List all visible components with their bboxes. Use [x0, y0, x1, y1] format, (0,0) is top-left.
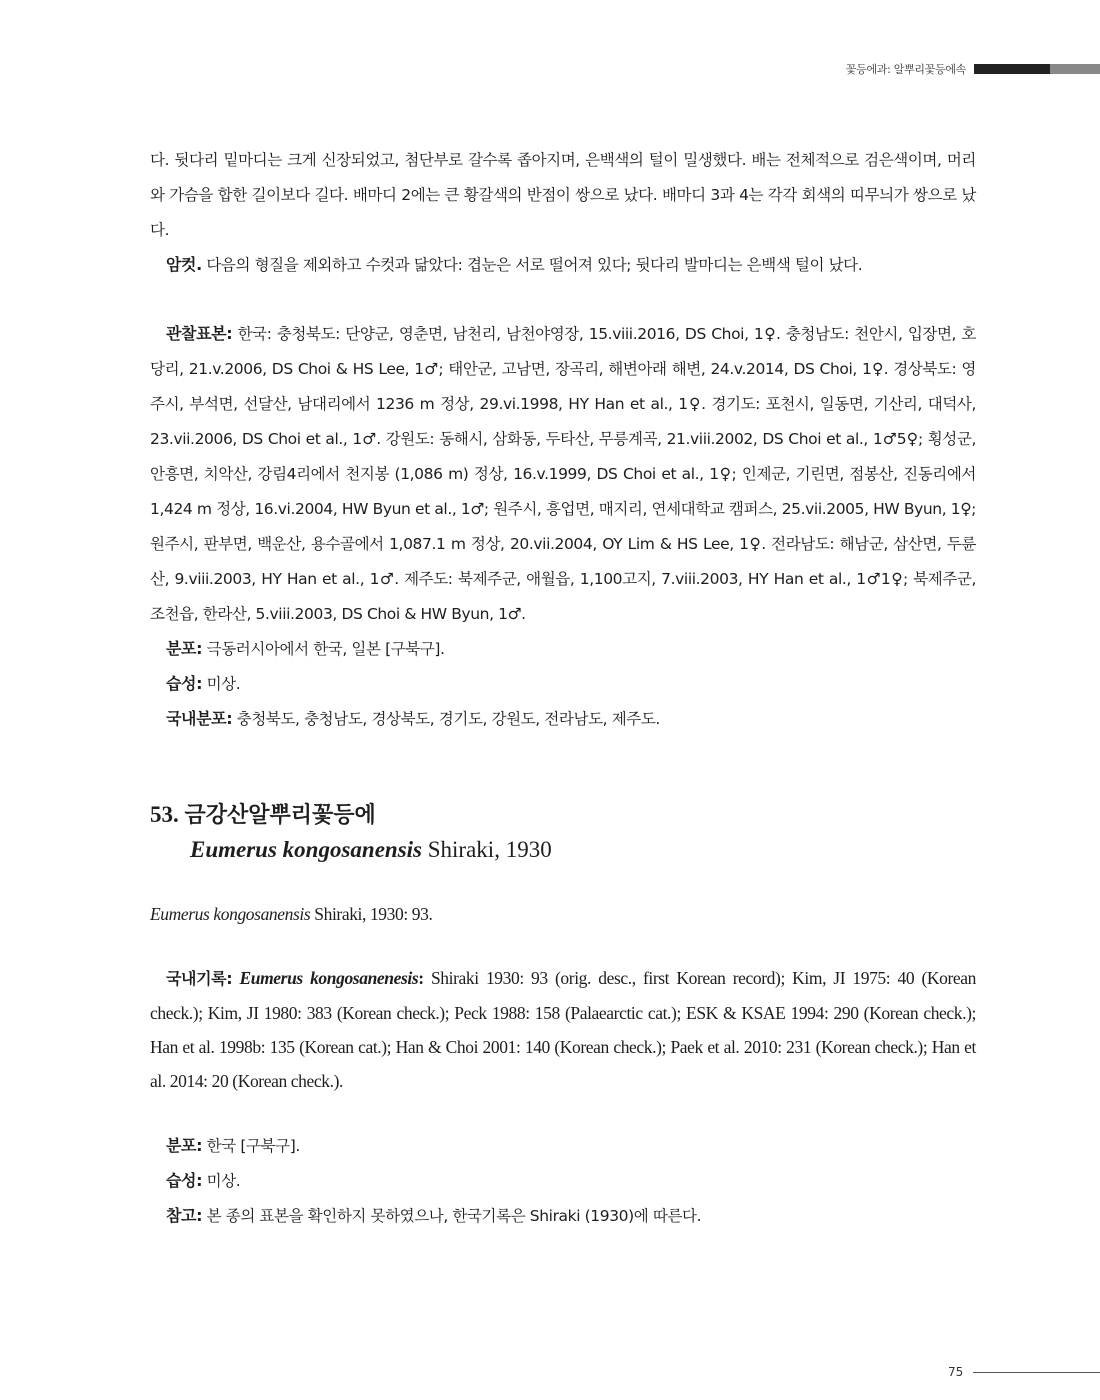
- species-habit-paragraph: [150, 1163, 976, 1198]
- specimens-paragraph: [150, 316, 976, 631]
- distribution-label: 분포:: [166, 639, 203, 658]
- domestic-distribution-paragraph: [150, 701, 976, 736]
- specimens-label: 관찰표본:: [166, 324, 233, 343]
- records-label: 국내기록:: [166, 969, 233, 988]
- species-korean-name: 금강산알뿌리꽃등에: [184, 803, 376, 828]
- description-text: 다. 뒷다리 밑마디는 크게 신장되었고, 첨단부로 갈수록 좁아지며, 은백색의 털이 밀생했다. 배는 전체적으로 검은색이며, 머리와 가슴을 합한 길이보다 길다. 배마디 2에는 큰 황갈색의 반점이 쌍으로 났다. 배마디 3과 4는 각각 회색의 띠무늬가 쌍으로 났다.: [150, 151, 976, 239]
- habit-label: 습성:: [166, 674, 203, 693]
- header-bar-gray: [1050, 64, 1100, 74]
- synonym-line: [150, 897, 976, 931]
- habit-paragraph: [150, 666, 976, 701]
- running-header: [846, 62, 1100, 76]
- synonym-reference: Shiraki, 1930: 93.: [310, 904, 433, 924]
- species-heading: [150, 798, 976, 867]
- species-distribution-paragraph: [150, 1128, 976, 1163]
- species-number: 53.: [150, 802, 179, 827]
- female-text: 다음의 형질을 제외하고 수컷과 닮았다: 겹눈은 서로 떨어져 있다; 뒷다리 발마디는 은백색 털이 났다.: [201, 256, 863, 274]
- species-distribution-text: 한국 [구북구].: [202, 1137, 300, 1155]
- species-habit-text: 미상.: [202, 1172, 241, 1190]
- page-number: 75: [948, 1365, 964, 1379]
- records-paragraph: [150, 961, 976, 1098]
- species-distribution-label: 분포:: [166, 1136, 203, 1155]
- species-note-label: 참고:: [166, 1206, 203, 1225]
- distribution-paragraph: [150, 631, 976, 666]
- species-note-paragraph: [150, 1198, 976, 1233]
- domestic-distribution-label: 국내분포:: [166, 709, 233, 728]
- species-note-text: 본 종의 표본을 확인하지 못하였으나, 한국기록은 Shiraki (1930)에 따른다.: [202, 1207, 702, 1225]
- habit-text: 미상.: [202, 675, 241, 693]
- page-footer: [948, 1364, 1100, 1380]
- species-scientific-name-line: [190, 833, 976, 867]
- page-body: [150, 142, 976, 1233]
- records-colon: :: [418, 968, 424, 988]
- synonym-name: Eumerus kongosanensis: [150, 904, 311, 924]
- header-title: 꽃등에과: 알뿌리꽃등에속: [845, 63, 966, 76]
- records-text: Shiraki 1930: 93 (orig. desc., first Korean record); Kim, JI 1975: 40 (Korean check.); Kim, JI 1980: 383 (Korean check.); Peck 1988: 158 (Palaearctic cat.); ESK & KSAE 1994: 290 (Korean check.); Han et al. 1998b: 135 (Korean cat.); Han & Choi 2001: 140 (Korean check.); Paek et al. 2010: 231 (Korean check.); Han et al. 2014: 20 (Korean check.).: [150, 968, 976, 1091]
- species-habit-label: 습성:: [166, 1171, 203, 1190]
- records-scientific-name: Eumerus kongosanenesis: [239, 968, 419, 988]
- species-author: Shiraki, 1930: [422, 837, 552, 862]
- header-bar-dark: [974, 64, 1050, 74]
- description-paragraph: [150, 142, 976, 247]
- female-label: 암컷.: [166, 255, 202, 274]
- specimens-text: 한국: 충청북도: 단양군, 영춘면, 남천리, 남천야영장, 15.viii.2016, DS Choi, 1♀. 충청남도: 천안시, 입장면, 호당리, 21.v.2006, DS Choi & HS Lee, 1♂; 태안군, 고남면, 장곡리, 해변아래 해변, 24.v.2014, DS Choi, 1♀. 경상북도: 영주시, 부석면, 선달산, 남대리에서 1236 m 정상, 29.vi.1998, HY Han et al., 1♀. 경기도: 포천시, 일동면, 기산리, 대덕사, 23.vii.2006, DS Choi et al., 1♂. 강원도: 동해시, 삼화동, 두타산, 무릉계곡, 21.viii.2002, DS Choi et al., 1♂5♀; 횡성군, 안흥면, 치악산, 강림4리에서 천지봉 (1,086 m) 정상, 16.v.1999, DS Choi et al., 1♀; 인제군, 기린면, 점봉산, 진동리에서 1,424 m 정상, 16.vi.2004, HW Byun et al., 1♂; 원주시, 흥업면, 매지리, 연세대학교 캠퍼스, 25.vii.2005, HW Byun, 1♀; 원주시, 판부면, 백운산, 용수골에서 1,087.1 m 정상, 20.vii.2004, OY Lim & HS Lee, 1♀. 전라남도: 해남군, 삼산면, 두륜산, 9.viii.2003, HY Han et al., 1♂. 제주도: 북제주군, 애월읍, 1,100고지, 7.viii.2003, HY Han et al., 1♂1♀; 북제주군, 조천읍, 한라산, 5.viii.2003, DS Choi & HW Byun, 1♂.: [150, 325, 977, 623]
- domestic-distribution-text: 충청북도, 충청남도, 경상북도, 경기도, 강원도, 전라남도, 제주도.: [232, 710, 660, 728]
- female-paragraph: [150, 247, 976, 282]
- footer-rule: [973, 1372, 1100, 1373]
- distribution-text: 극동러시아에서 한국, 일본 [구북구].: [202, 640, 445, 658]
- species-scientific-name: Eumerus kongosanensis: [190, 837, 422, 862]
